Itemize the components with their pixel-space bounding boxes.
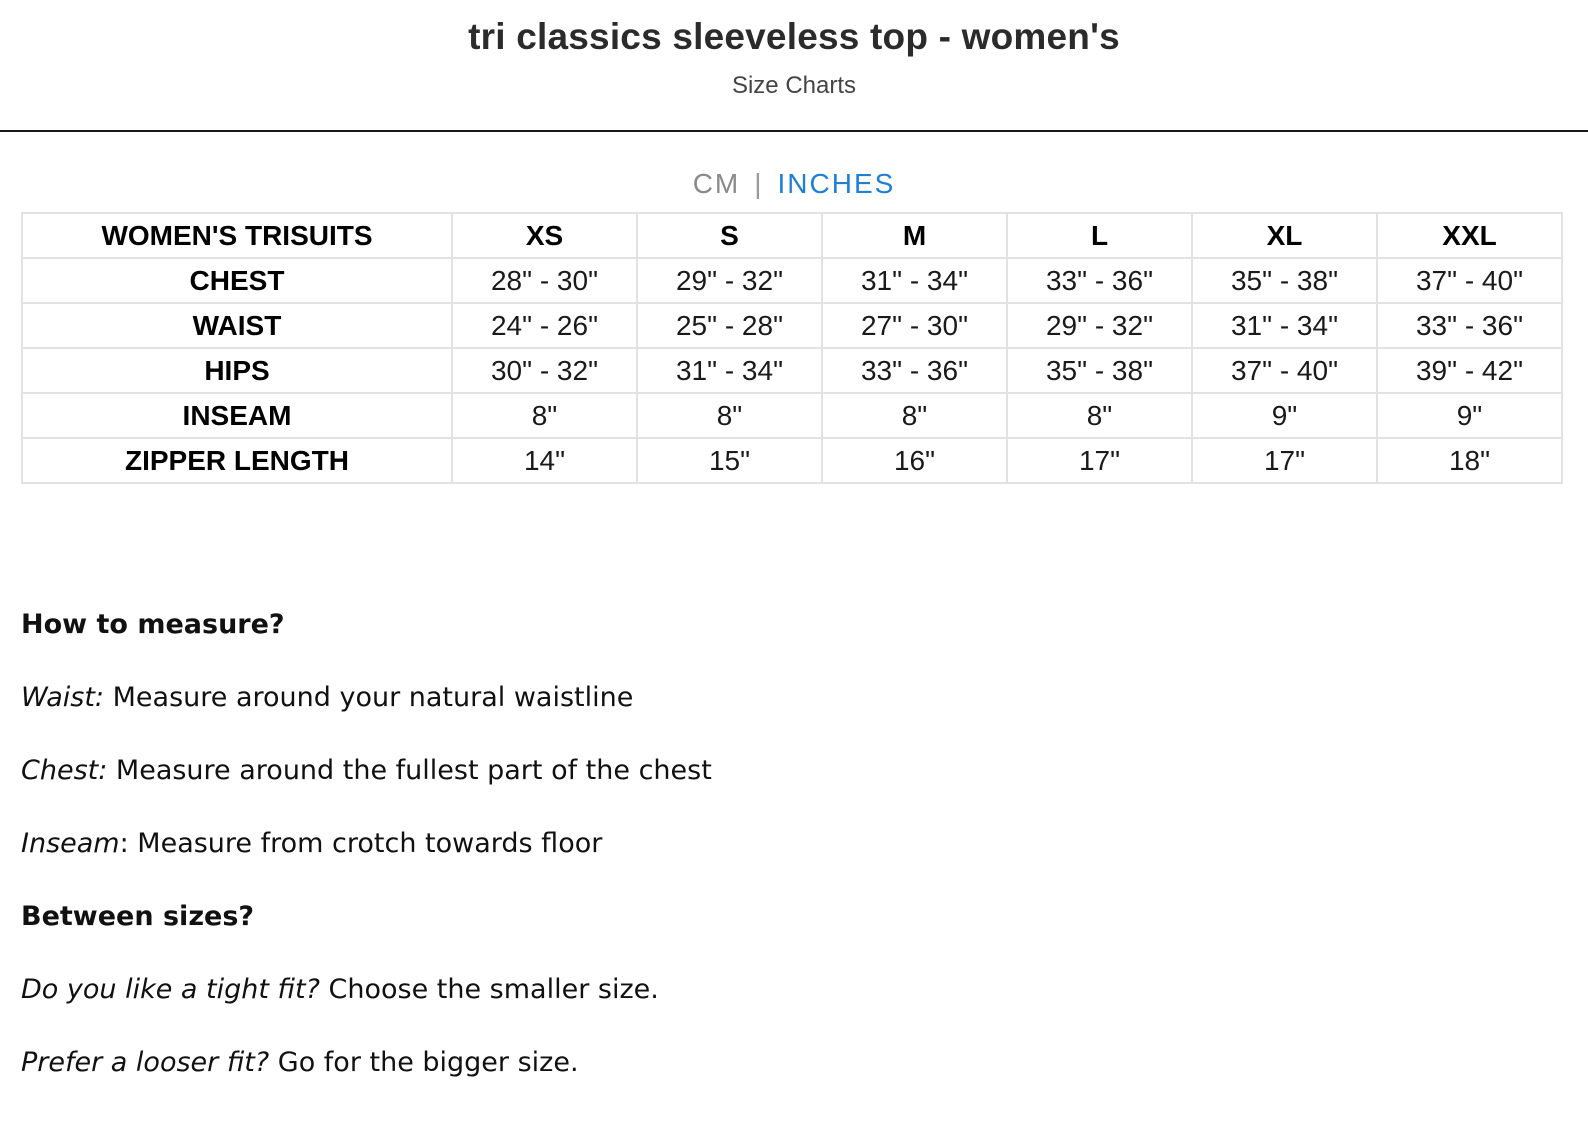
table-cell: 37" - 40" [1192, 348, 1377, 393]
inseam-instruction [21, 819, 1521, 892]
size-header-xs: XS [452, 213, 637, 258]
waist-instruction [21, 673, 1521, 746]
table-cell: 24" - 26" [452, 303, 637, 348]
how-to-measure-heading: How to measure? [21, 609, 285, 640]
table-cell: 25" - 28" [637, 303, 822, 348]
size-header-l: L [1007, 213, 1192, 258]
unit-separator: | [754, 168, 764, 199]
loose-fit-answer: Go for the bigger size. [269, 1047, 579, 1078]
row-label-inseam: INSEAM [22, 393, 452, 438]
table-row [22, 348, 1562, 393]
measurement-guide [21, 600, 1521, 1111]
page-header [0, 0, 1588, 132]
row-label-waist: WAIST [22, 303, 452, 348]
table-cell: 18" [1377, 438, 1562, 483]
table-cell: 16" [822, 438, 1007, 483]
page-subtitle: Size Charts [731, 72, 857, 99]
table-cell: 17" [1192, 438, 1377, 483]
waist-term: Waist: [21, 682, 105, 713]
chest-instruction [21, 746, 1521, 819]
table-cell: 9" [1192, 393, 1377, 438]
chest-term: Chest: [21, 755, 108, 786]
size-chart-table [21, 212, 1563, 484]
table-cell: 8" [637, 393, 822, 438]
table-cell: 31" - 34" [1192, 303, 1377, 348]
loose-fit-question: Prefer a looser fit? [21, 1047, 270, 1078]
table-cell: 33" - 36" [1377, 303, 1562, 348]
table-row [22, 303, 1562, 348]
table-cell: 31" - 34" [637, 348, 822, 393]
between-sizes-heading: Between sizes? [21, 901, 255, 932]
table-cell: 14" [452, 438, 637, 483]
table-header-row [22, 213, 1562, 258]
table-cell: 39" - 42" [1377, 348, 1562, 393]
table-cell: 27" - 30" [822, 303, 1007, 348]
table-row [22, 258, 1562, 303]
row-label-chest: CHEST [22, 258, 452, 303]
unit-inches-link[interactable]: INCHES [777, 168, 896, 199]
loose-fit-advice [21, 1038, 1521, 1111]
table-cell: 17" [1007, 438, 1192, 483]
chest-text: Measure around the fullest part of the chest [107, 755, 712, 786]
table-cell: 29" - 32" [637, 258, 822, 303]
table-corner-label: WOMEN'S TRISUITS [22, 213, 452, 258]
size-header-xl: XL [1192, 213, 1377, 258]
table-cell: 35" - 38" [1192, 258, 1377, 303]
table-row [22, 438, 1562, 483]
waist-text: Measure around your natural waistline [104, 682, 634, 713]
row-label-zipper-length: ZIPPER LENGTH [22, 438, 452, 483]
size-header-s: S [637, 213, 822, 258]
table-cell: 35" - 38" [1007, 348, 1192, 393]
table-cell: 8" [822, 393, 1007, 438]
inseam-term: Inseam [21, 828, 120, 859]
table-cell: 30" - 32" [452, 348, 637, 393]
size-header-xxl: XXL [1377, 213, 1562, 258]
table-cell: 33" - 36" [822, 348, 1007, 393]
size-header-m: M [822, 213, 1007, 258]
tight-fit-question: Do you like a tight fit? [21, 974, 320, 1005]
row-label-hips: HIPS [22, 348, 452, 393]
table-cell: 8" [1007, 393, 1192, 438]
table-cell: 8" [452, 393, 637, 438]
table-cell: 31" - 34" [822, 258, 1007, 303]
table-cell: 28" - 30" [452, 258, 637, 303]
table-row [22, 393, 1562, 438]
table-cell: 33" - 36" [1007, 258, 1192, 303]
tight-fit-advice [21, 965, 1521, 1038]
unit-toggle [0, 164, 1588, 204]
unit-cm-link[interactable]: CM [692, 168, 741, 199]
table-cell: 29" - 32" [1007, 303, 1192, 348]
table-cell: 15" [637, 438, 822, 483]
table-cell: 9" [1377, 393, 1562, 438]
table-cell: 37" - 40" [1377, 258, 1562, 303]
tight-fit-answer: Choose the smaller size. [319, 974, 659, 1005]
page-title: tri classics sleeveless top - women's [468, 16, 1120, 57]
inseam-text: : Measure from crotch towards floor [119, 828, 603, 859]
